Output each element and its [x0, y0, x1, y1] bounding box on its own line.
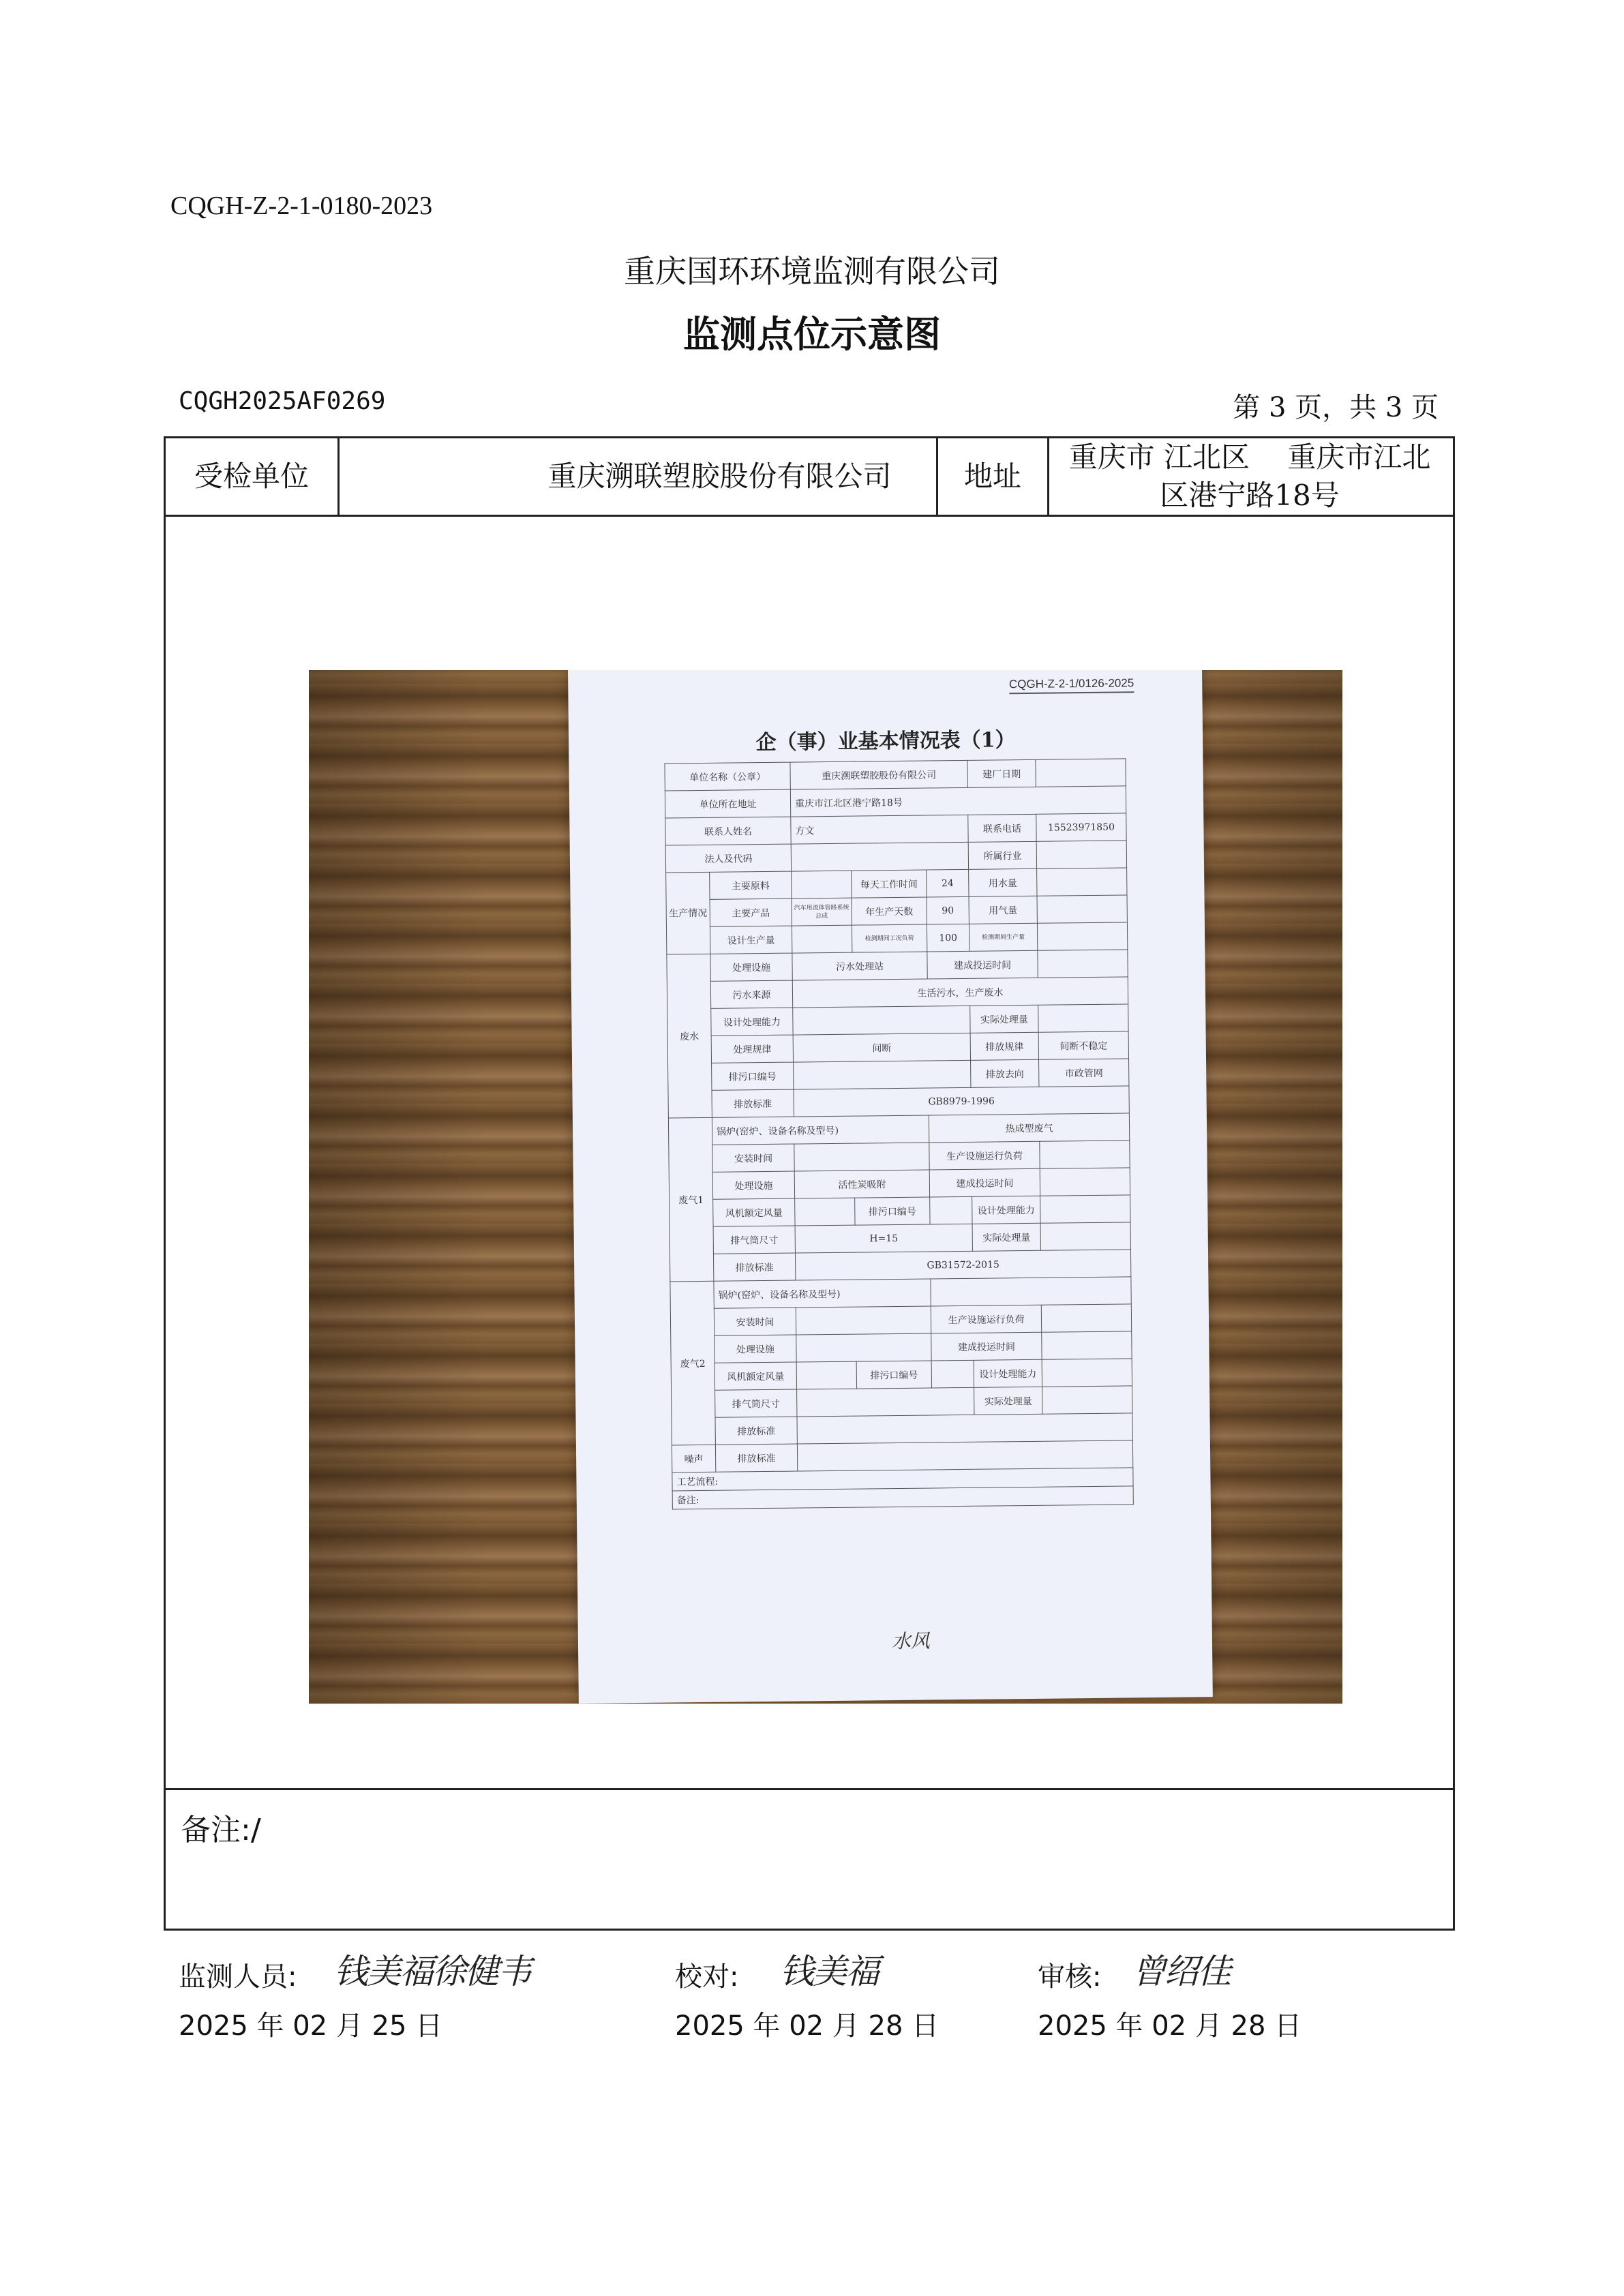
- table-cell: 生产设施运行负荷: [931, 1305, 1041, 1333]
- table-cell: 安装时间: [714, 1308, 796, 1335]
- table-row: [668, 1113, 1129, 1145]
- table-cell: GB31572-2015: [795, 1250, 1130, 1280]
- table-cell: 检测期间生产量: [969, 923, 1037, 951]
- table-cell: 建成投运时间: [927, 950, 1038, 979]
- table-cell: 排放规律: [970, 1032, 1038, 1060]
- table-cell: 安装时间: [712, 1144, 794, 1172]
- table-cell: [1037, 895, 1127, 923]
- photo-shadow: [309, 670, 486, 1704]
- table-row: [670, 1304, 1131, 1336]
- divider: [1047, 438, 1049, 515]
- table-cell: 年生产天数: [852, 897, 927, 925]
- monitor-signature: 钱美福徐健韦: [334, 1952, 530, 1991]
- table-cell: 生产情况: [666, 872, 710, 954]
- table-cell: 建成投运时间: [929, 1168, 1040, 1197]
- table-row: [667, 1031, 1128, 1063]
- table-cell: [1038, 950, 1128, 978]
- table-cell: 设计处理能力: [972, 1196, 1040, 1224]
- table-cell: [1036, 759, 1126, 787]
- table-row: [670, 1250, 1130, 1282]
- table-cell: 主要产品: [710, 898, 792, 926]
- table-row: [671, 1331, 1132, 1363]
- table-cell: 生产设施运行负荷: [929, 1141, 1040, 1170]
- table-cell: [792, 925, 852, 953]
- table-cell: 处理设施: [712, 1171, 794, 1199]
- table-row: [669, 1168, 1130, 1200]
- page-info: 第 3 页，共 3 页: [1233, 392, 1439, 423]
- table-cell: [795, 1198, 855, 1226]
- report-number: CQGH2025AF0269: [179, 387, 386, 415]
- table-cell: 锅炉(窑炉、设备名称及型号): [714, 1279, 931, 1308]
- table-cell: [797, 1440, 1132, 1471]
- table-cell: 排放去向: [971, 1059, 1039, 1087]
- table-cell: 污水来源: [710, 980, 792, 1008]
- form-table: [664, 758, 1133, 1509]
- table-cell: [797, 1387, 974, 1417]
- table-cell: [1037, 922, 1127, 950]
- table-cell: 重庆市江北区港宁路18号: [790, 786, 1126, 817]
- table-row: [667, 977, 1128, 1009]
- table-cell: 建厂日期: [967, 759, 1036, 787]
- table-cell: 废气1: [668, 1117, 714, 1282]
- table-cell: 实际处理量: [972, 1223, 1040, 1251]
- table-cell: [796, 1306, 931, 1335]
- table-cell: [1037, 868, 1127, 896]
- table-cell: [931, 1360, 974, 1388]
- table-cell: [1040, 1195, 1130, 1223]
- table-cell: [931, 1277, 1131, 1306]
- address-label: 地址: [963, 459, 1021, 493]
- table-cell: 处理设施: [710, 953, 792, 981]
- table-cell: 风机额定风量: [715, 1362, 796, 1390]
- site-photo: [309, 670, 1342, 1704]
- table-cell: [1040, 1222, 1130, 1250]
- check-date: 2025 年 02 月 28 日: [675, 2010, 939, 2042]
- table-cell: [1040, 1141, 1130, 1168]
- table-row: [667, 950, 1128, 982]
- table-cell: 排放标准: [715, 1417, 797, 1445]
- review-label: 审核:: [1038, 1961, 1102, 1993]
- table-cell: 处理规律: [711, 1035, 793, 1063]
- table-cell: 建成投运时间: [931, 1332, 1042, 1361]
- table-cell: 活性炭吸附: [794, 1170, 929, 1198]
- monitor-label: 监测人员:: [179, 1961, 297, 1993]
- form-title: 企（事）业基本情况表（1）: [755, 728, 1016, 755]
- table-cell: 污水处理站: [792, 952, 927, 980]
- photographed-form: [568, 670, 1213, 1704]
- remarks: 备注:/: [181, 1813, 261, 1847]
- divider: [166, 515, 1453, 517]
- table-cell: [1041, 1304, 1131, 1332]
- table-cell: [793, 1006, 970, 1035]
- table-cell: [1038, 1004, 1128, 1032]
- table-row: [672, 1413, 1132, 1445]
- table-cell: GB8979-1996: [794, 1086, 1129, 1117]
- table-cell: [1042, 1386, 1132, 1414]
- table-cell: 排污口编号: [712, 1062, 794, 1090]
- table-cell: 所属行业: [968, 841, 1036, 869]
- table-cell: 法人及代码: [665, 844, 791, 873]
- table-cell: 检测期间工况负荷: [852, 924, 927, 952]
- form-signature: 水风: [891, 1629, 931, 1653]
- table-cell: 用气量: [969, 896, 1037, 924]
- table-row: [665, 786, 1126, 818]
- table-cell: 重庆溯联塑胶股份有限公司: [790, 760, 967, 789]
- table-row: [665, 841, 1126, 873]
- table-cell: [796, 1333, 931, 1362]
- table-cell: 设计处理能力: [974, 1359, 1042, 1387]
- check-label: 校对:: [675, 1961, 739, 1993]
- table-cell: 废水: [667, 954, 712, 1118]
- table-row: [666, 895, 1127, 927]
- unit-value: 重庆溯联塑胶股份有限公司: [547, 459, 892, 493]
- table-cell: [930, 1196, 972, 1224]
- table-cell: [794, 1060, 971, 1089]
- table-cell: 生活污水，生产废水: [792, 977, 1128, 1008]
- table-cell: 排气筒尺寸: [715, 1389, 797, 1417]
- page-title: 监测点位示意图: [683, 312, 941, 356]
- table-cell: 市政管网: [1039, 1059, 1129, 1087]
- table-cell: 废气2: [670, 1281, 716, 1445]
- table-cell: [794, 1143, 929, 1171]
- review-signature: 曾绍佳: [1132, 1952, 1230, 1991]
- table-cell: 联系电话: [968, 814, 1036, 842]
- table-cell: 设计生产量: [710, 926, 792, 954]
- table-cell: 排污口编号: [855, 1197, 930, 1225]
- table-cell: 单位名称（公章）: [665, 762, 790, 791]
- table-cell: [1036, 841, 1126, 868]
- table-cell: 间断不稳定: [1038, 1031, 1128, 1059]
- table-cell: 锅炉(窑炉、设备名称及型号): [712, 1115, 929, 1145]
- table-row: [671, 1359, 1132, 1391]
- table-cell: [792, 871, 852, 898]
- table-row: [672, 1440, 1132, 1472]
- table-cell: 汽车用流体管路系统总成: [792, 898, 852, 926]
- table-cell: 实际处理量: [974, 1387, 1042, 1415]
- table-row: [672, 1386, 1132, 1418]
- table-cell: 排放标准: [712, 1089, 794, 1117]
- table-cell: 工艺流程:: [672, 1468, 1133, 1491]
- table-row: [665, 813, 1126, 845]
- table-row: [666, 868, 1127, 900]
- table-cell: 90: [927, 896, 969, 924]
- review-date: 2025 年 02 月 28 日: [1038, 2010, 1302, 2042]
- table-cell: 实际处理量: [970, 1005, 1038, 1033]
- table-cell: [797, 1413, 1132, 1444]
- table-row: [665, 759, 1126, 791]
- table-row: [669, 1141, 1130, 1173]
- unit-label: 受检单位: [194, 459, 309, 493]
- document-code: CQGH-Z-2-1-0180-2023: [170, 192, 433, 220]
- table-cell: 设计处理能力: [711, 1008, 793, 1036]
- address-value: 重庆市 江北区 重庆市江北区港宁路18号: [1068, 440, 1431, 512]
- table-cell: [796, 1361, 856, 1389]
- company-name: 重庆国环环境监测有限公司: [624, 253, 1000, 290]
- table-cell: 排放标准: [715, 1444, 797, 1472]
- table-cell: 联系人姓名: [665, 817, 791, 845]
- table-cell: 风机额定风量: [713, 1198, 795, 1226]
- table-cell: [1040, 1168, 1130, 1196]
- table-cell: [1042, 1359, 1132, 1387]
- table-row: [670, 1195, 1130, 1227]
- table-cell: 备注:: [672, 1486, 1133, 1509]
- table-cell: 方文: [791, 815, 968, 844]
- table-cell: 处理设施: [715, 1335, 796, 1363]
- table-cell: 15523971850: [1036, 813, 1126, 841]
- table-cell: [1042, 1331, 1132, 1359]
- check-signature: 钱美福: [780, 1952, 878, 1991]
- table-row: [666, 922, 1127, 954]
- table-cell: [791, 842, 968, 871]
- table-cell: 排污口编号: [856, 1361, 931, 1389]
- photo-shadow: [1192, 670, 1342, 1704]
- table-cell: 排放标准: [713, 1253, 795, 1281]
- table-row: [670, 1277, 1131, 1309]
- table-row: [668, 1059, 1129, 1091]
- table-row: [670, 1222, 1130, 1254]
- table-cell: 单位所在地址: [665, 789, 790, 818]
- monitor-date: 2025 年 02 月 25 日: [179, 2010, 443, 2042]
- table-cell: H=15: [795, 1224, 972, 1253]
- table-cell: 用水量: [969, 868, 1037, 896]
- table-cell: 排气筒尺寸: [713, 1226, 795, 1254]
- table-cell: 热成型废气: [929, 1113, 1129, 1143]
- diagram-frame: [164, 436, 1455, 1931]
- table-cell: 每天工作时间: [852, 870, 927, 898]
- table-row: [667, 1004, 1128, 1036]
- table-cell: 间断: [793, 1033, 970, 1062]
- table-cell: 100: [927, 924, 969, 952]
- table-cell: 主要原料: [710, 871, 792, 899]
- form-code: CQGH-Z-2-1/0126-2025: [1009, 676, 1134, 694]
- table-cell: 噪声: [672, 1445, 715, 1472]
- table-cell: 24: [927, 869, 969, 897]
- table-row: [672, 1486, 1133, 1509]
- divider: [166, 1788, 1453, 1790]
- table-row: [668, 1086, 1129, 1118]
